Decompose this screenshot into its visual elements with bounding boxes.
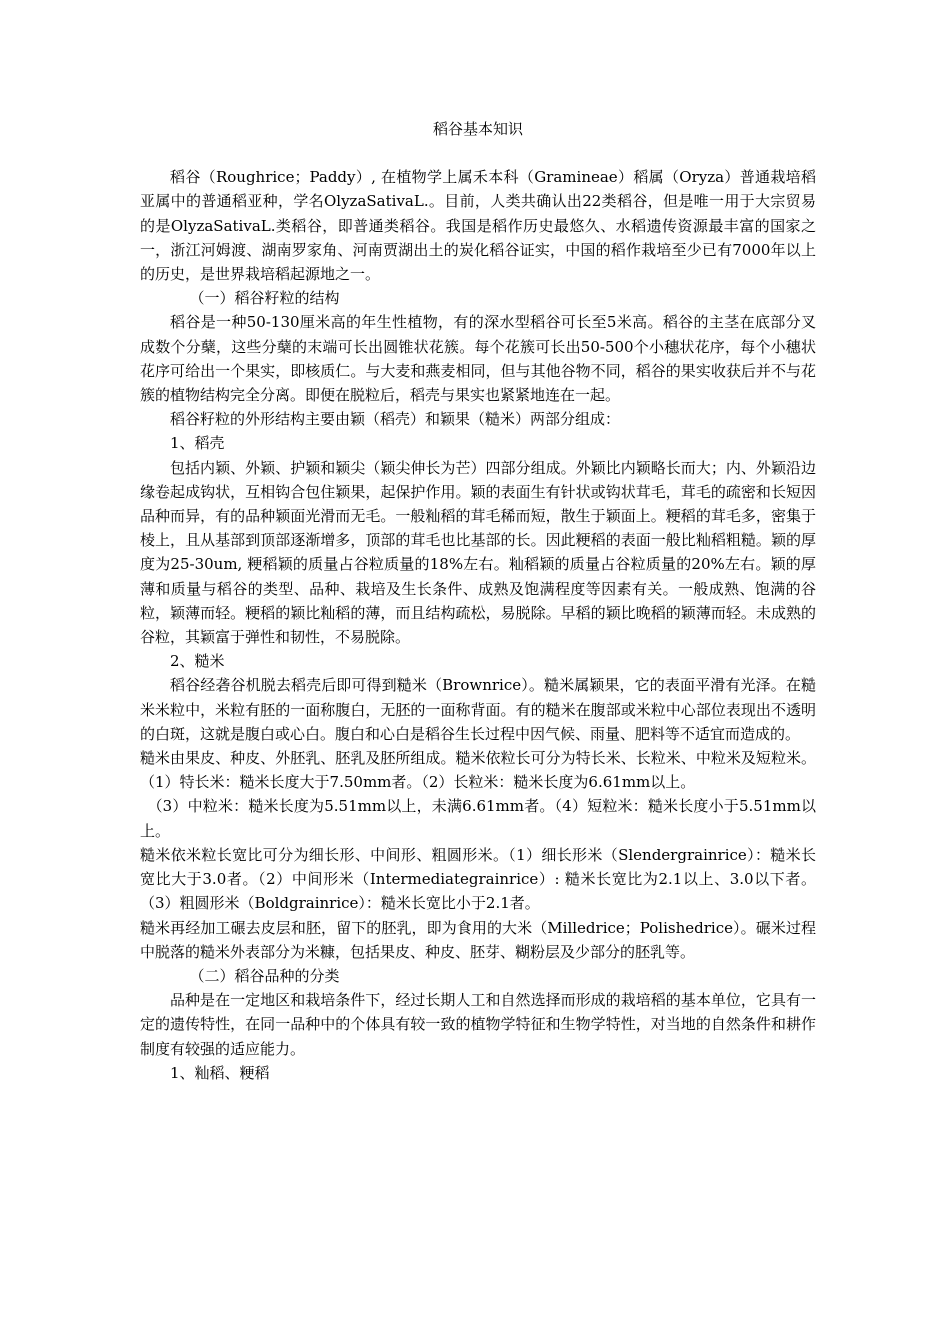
document-title: 稻谷基本知识 (432, 120, 523, 138)
paragraph-brown-rice-length-cont: （3）中粒米：糙米长度为5.51mm以上，未满6.61mm者。（4）短粒米：糙米长度小于5.51mm以上。 (140, 797, 816, 840)
subheading-brown-rice: 2、糙米 (170, 652, 225, 671)
paragraph-plant-description: 稻谷是一种50-130厘米高的年生性植物，有的深水型稻谷可长至5米高。稻谷的主茎在底部分叉成数个分蘖，这些分蘖的末端可长出圆锥状花簇。每个花簇可长出50-500个小穗状花序，每个小穗状花序可给出一个果实，即核质仁。与大麦和燕麦相同，但与其他谷物不同，稻谷的果实收获后并不与花簇的植物结构完全分离。即便在脱粒后，稻壳与果实也紧紧地连在一起。 (140, 313, 816, 405)
document-body (140, 117, 816, 1085)
intro-paragraph: 稻谷（Roughrice；Paddy）, 在植物学上属禾本科（Gramineae）稻属（Oryza）普通栽培稻亚属中的普通稻亚种，学名OlyzaSativaL.。目前，人类共确认出22类稻谷，但是唯一用于大宗贸易的是OlyzaSativaL.类稻谷，即普通类稻谷。我国是稻作历史最悠久、水稻遗传资源最丰富的国家之一，浙江河姆渡、湖南罗家角、河南贾湖出土的炭化稻谷证实，中国的稻作栽培至少已有7000年以上的历史，是世界栽培稻起源地之一。 (140, 168, 816, 284)
paragraph-brown-rice-intro: 稻谷经砻谷机脱去稻壳后即可得到糙米（Brownrice）。糙米属颖果，它的表面平滑有光泽。在糙米米粒中，米粒有胚的一面称腹白，无胚的一面称背面。有的糙米在腹部或米粒中心部位表现出不透明的白斑，这就是腹白或心白。腹白和心白是稻谷生长过程中因气候、雨量、肥料等不适宜而造成的。 (140, 676, 816, 743)
paragraph-variety-definition: 品种是在一定地区和栽培条件下，经过长期人工和自然选择而形成的栽培稻的基本单位，它具有一定的遗传特性，在同一品种中的个体具有较一致的植物学特征和生物学特性，对当地的自然条件和耕作制度有较强的适应能力。 (140, 991, 816, 1058)
paragraph-grain-composition: 稻谷籽粒的外形结构主要由颖（稻壳）和颖果（糙米）两部分组成： (170, 410, 621, 429)
section-heading-grain-structure: （一）稻谷籽粒的结构 (189, 289, 340, 308)
subheading-husk: 1、稻壳 (170, 434, 225, 453)
section-heading-variety-classification: （二）稻谷品种的分类 (189, 966, 340, 985)
paragraph-brown-rice-length: 糙米由果皮、种皮、外胚乳、胚乳及胚所组成。糙米依粒长可分为特长米、长粒米、中粒米及短粒米。（1）特长米：糙米长度大于7.50mm者。（2）长粒米：糙米长度为6.61mm以上。 (140, 749, 816, 792)
paragraph-husk-description: 包括内颖、外颖、护颖和颖尖（颖尖伸长为芒）四部分组成。外颖比内颖略长而大；内、外颖沿边缘卷起成钩状，互相钩合包住颖果，起保护作用。颖的表面生有针状或钩状茸毛，茸毛的疏密和长短因品种而异，有的品种颖面光滑而无毛。一般籼稻的茸毛稀而短，散生于颖面上。粳稻的茸毛多，密集于棱上，且从基部到顶部逐渐增多，顶部的茸毛也比基部的长。因此粳稻的表面一般比籼稻粗糙。颖的厚度为25-30um, 粳稻颖的质量占谷粒质量的18%左右。籼稻颖的质量占谷粒质量的20%左右。颖的厚薄和质量与稻谷的类型、品种、栽培及生长条件、成熟及饱满程度等因素有关。一般成熟、饱满的谷粒，颖薄而轻。粳稻的颖比籼稻的薄，而且结构疏松，易脱除。早稻的颖比晚稻的颖薄而轻。未成熟的谷粒，其颖富于弹性和韧性，不易脱除。 (140, 458, 816, 647)
paragraph-milled-rice: 糙米再经加工碾去皮层和胚，留下的胚乳，即为食用的大米（Milledrice；Polishedrice）。碾米过程中脱落的糙米外表部分为米糠，包括果皮、种皮、胚芽、糊粉层及少部分的胚乳等。 (140, 918, 816, 961)
paragraph-brown-rice-ratio: 糙米依米粒长宽比可分为细长形、中间形、粗圆形米。（1）细长形米（Slendergrainrice）：糙米长宽比大于3.0者。（2）中间形米（Intermediategrainrice）: 糙米长宽比为2.1以上、3.0以下者。（3）粗圆形米（Boldgrainrice）：糙米长宽比小于2.1者。 (140, 845, 816, 913)
subheading-indica-japonica: 1、籼稻、粳稻 (170, 1063, 270, 1082)
